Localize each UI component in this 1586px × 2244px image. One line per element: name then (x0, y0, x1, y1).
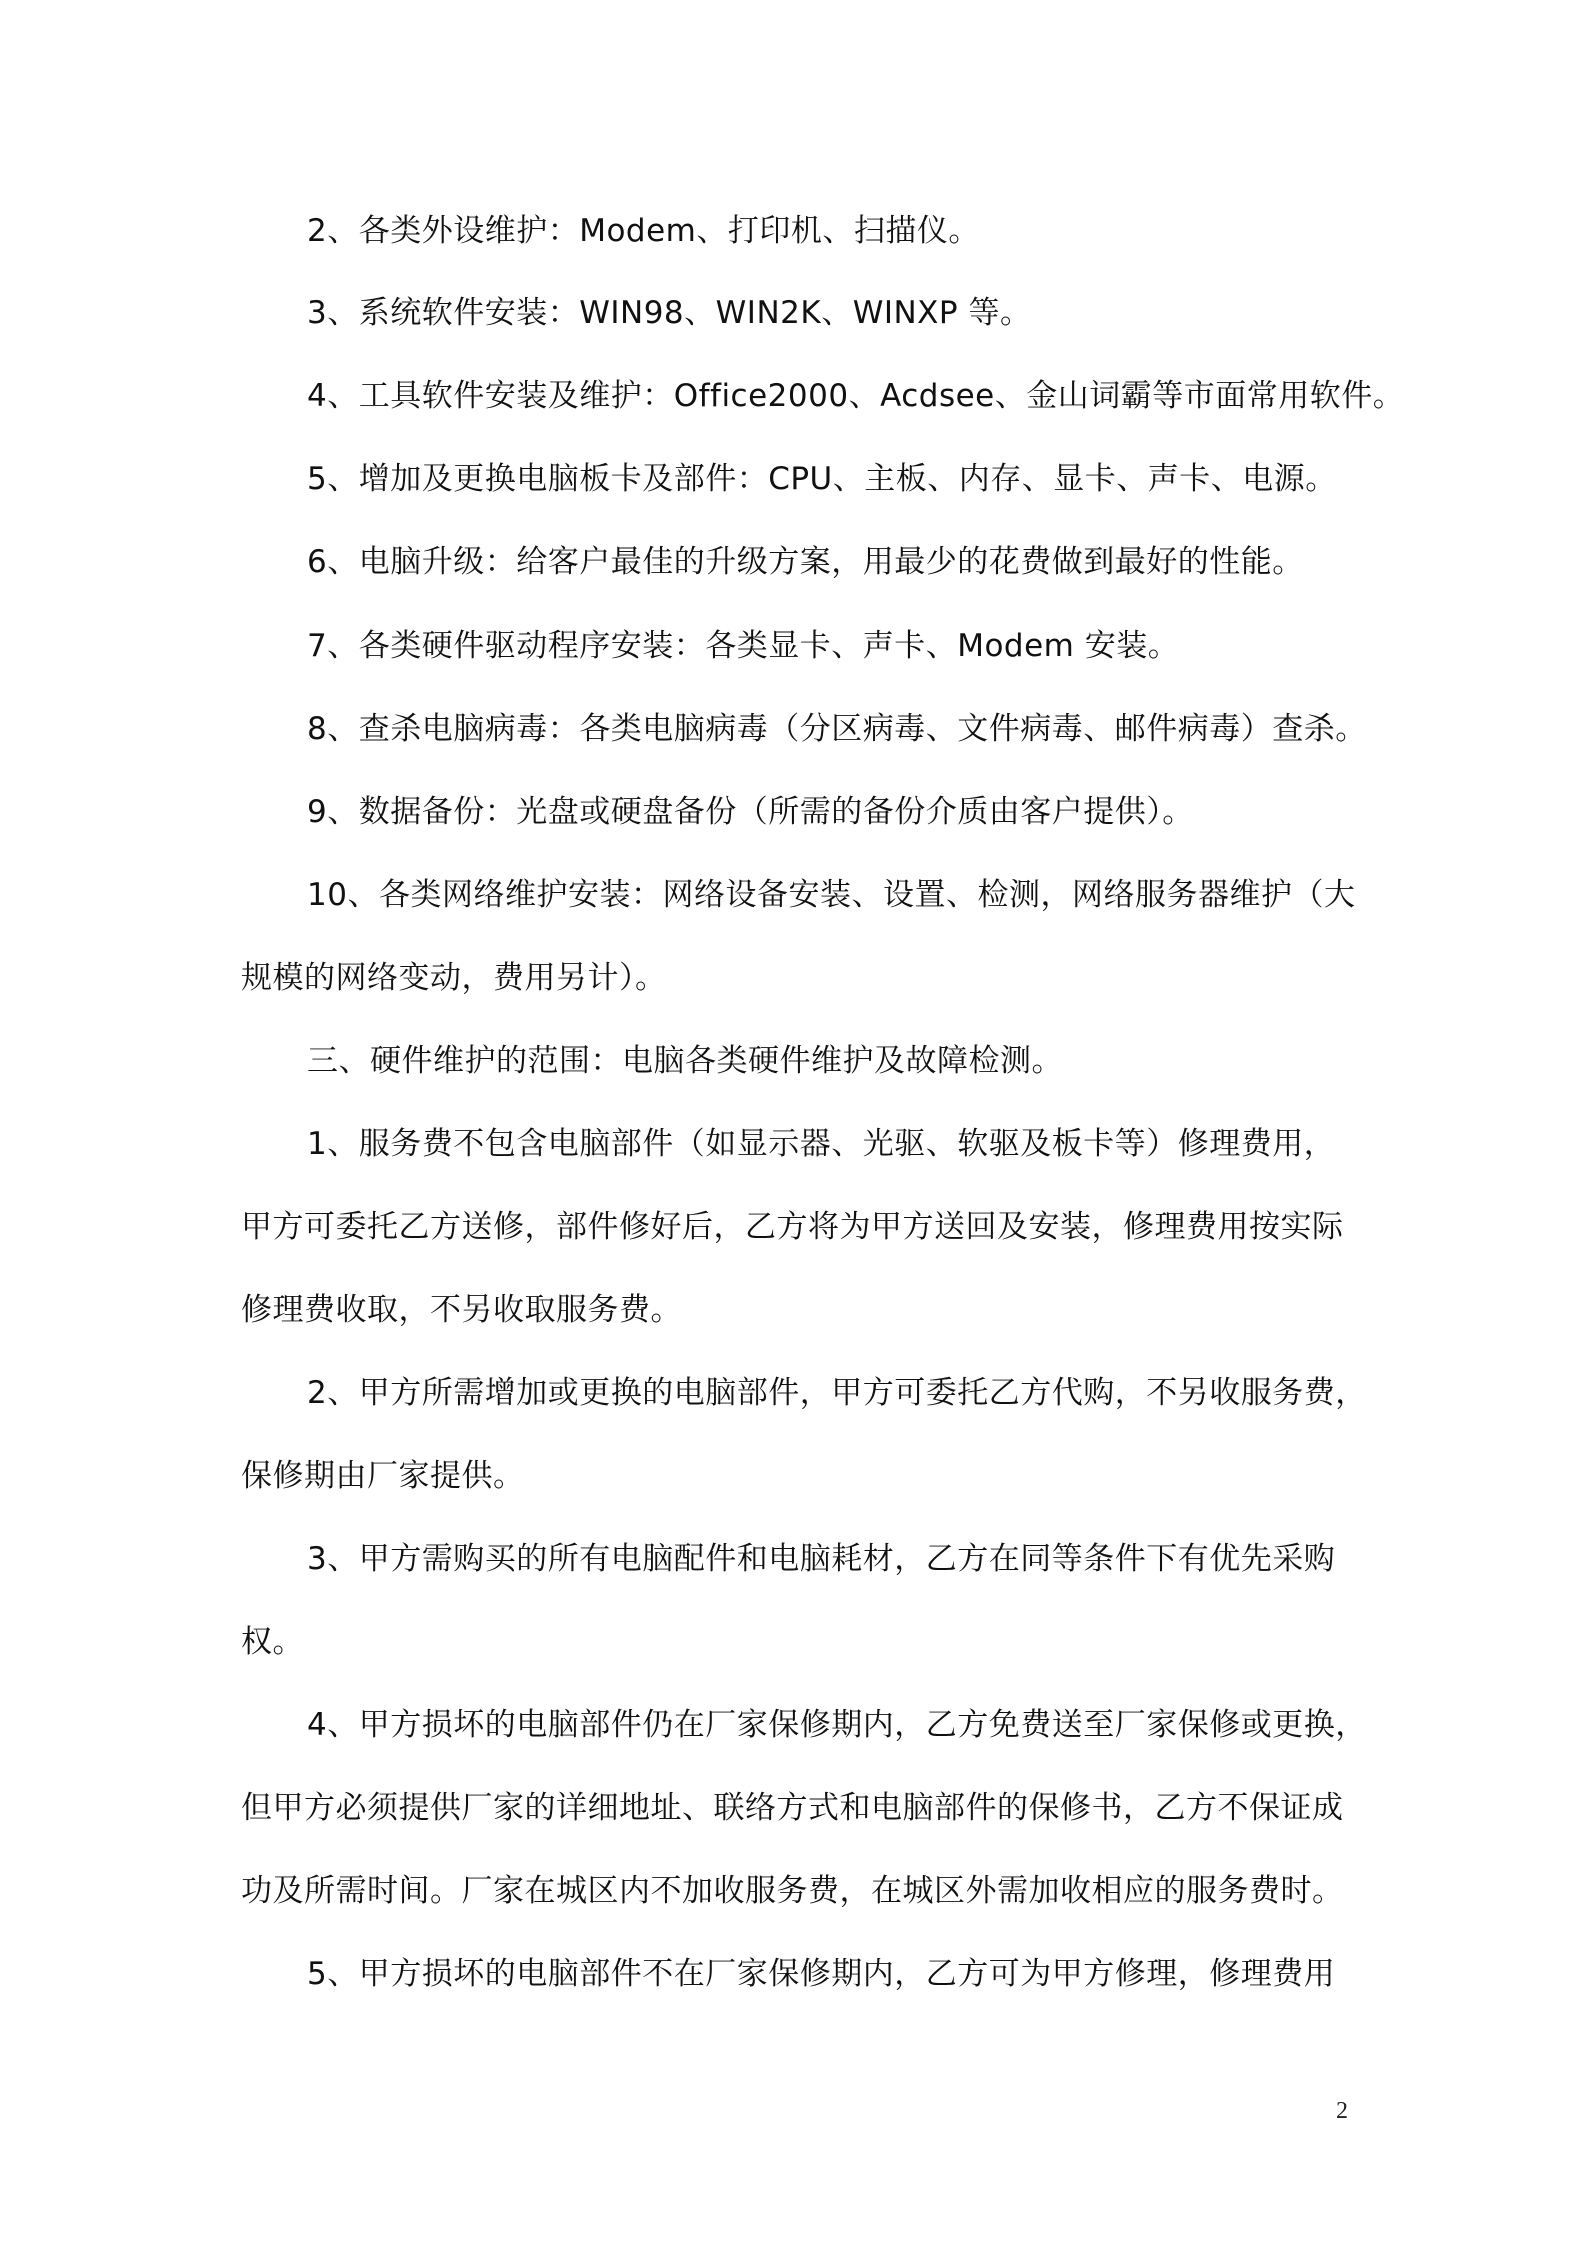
paragraph-line: 2、各类外设维护：Modem、打印机、扫描仪。 (307, 213, 980, 249)
page-number: 2 (1336, 2098, 1348, 2124)
paragraph-line: 2、甲方所需增加或更换的电脑部件，甲方可委托乙方代购，不另收服务费， (307, 1375, 1367, 1411)
paragraph-line: 3、系统软件安装：WIN98、WIN2K、WINXP 等。 (307, 295, 1032, 331)
paragraph-line: 规模的网络变动，费用另计）。 (241, 960, 667, 996)
paragraph-line: 5、甲方损坏的电脑部件不在厂家保修期内，乙方可为甲方修理，修理费用 (307, 1956, 1336, 1992)
paragraph-line: 8、查杀电脑病毒：各类电脑病毒（分区病毒、文件病毒、邮件病毒）查杀。 (307, 711, 1367, 747)
paragraph-line: 修理费收取，不另收取服务费。 (241, 1292, 682, 1328)
paragraph-line: 1、服务费不包含电脑部件（如显示器、光驱、软驱及板卡等）修理费用， (307, 1126, 1336, 1162)
paragraph-line: 权。 (241, 1624, 304, 1660)
paragraph-line: 9、数据备份：光盘或硬盘备份（所需的备份介质由客户提供）。 (307, 794, 1194, 830)
paragraph-line: 4、工具软件安装及维护：Office2000、Acdsee、金山词霸等市面常用软件。 (307, 378, 1405, 414)
paragraph-line: 6、电脑升级：给客户最佳的升级方案，用最少的花费做到最好的性能。 (307, 544, 1304, 580)
paragraph-line: 4、甲方损坏的电脑部件仍在厂家保修期内，乙方免费送至厂家保修或更换， (307, 1707, 1367, 1743)
paragraph-line: 功及所需时间。厂家在城区内不加收服务费，在城区外需加收相应的服务费时。 (241, 1873, 1344, 1909)
paragraph-line: 但甲方必须提供厂家的详细地址、联络方式和电脑部件的保修书，乙方不保证成 (241, 1790, 1344, 1826)
paragraph-line: 10、各类网络维护安装：网络设备安装、设置、检测，网络服务器维护（大 (307, 877, 1356, 913)
paragraph-line: 保修期由厂家提供。 (241, 1458, 525, 1494)
paragraph-line: 7、各类硬件驱动程序安装：各类显卡、声卡、Modem 安装。 (307, 628, 1180, 664)
paragraph-line: 5、增加及更换电脑板卡及部件：CPU、主板、内存、显卡、声卡、电源。 (307, 461, 1337, 497)
paragraph-line: 3、甲方需购买的所有电脑配件和电脑耗材，乙方在同等条件下有优先采购 (307, 1541, 1336, 1577)
section-heading: 三、硬件维护的范围：电脑各类硬件维护及故障检测。 (307, 1043, 1063, 1079)
paragraph-line: 甲方可委托乙方送修，部件修好后，乙方将为甲方送回及安装，修理费用按实际 (241, 1209, 1344, 1245)
